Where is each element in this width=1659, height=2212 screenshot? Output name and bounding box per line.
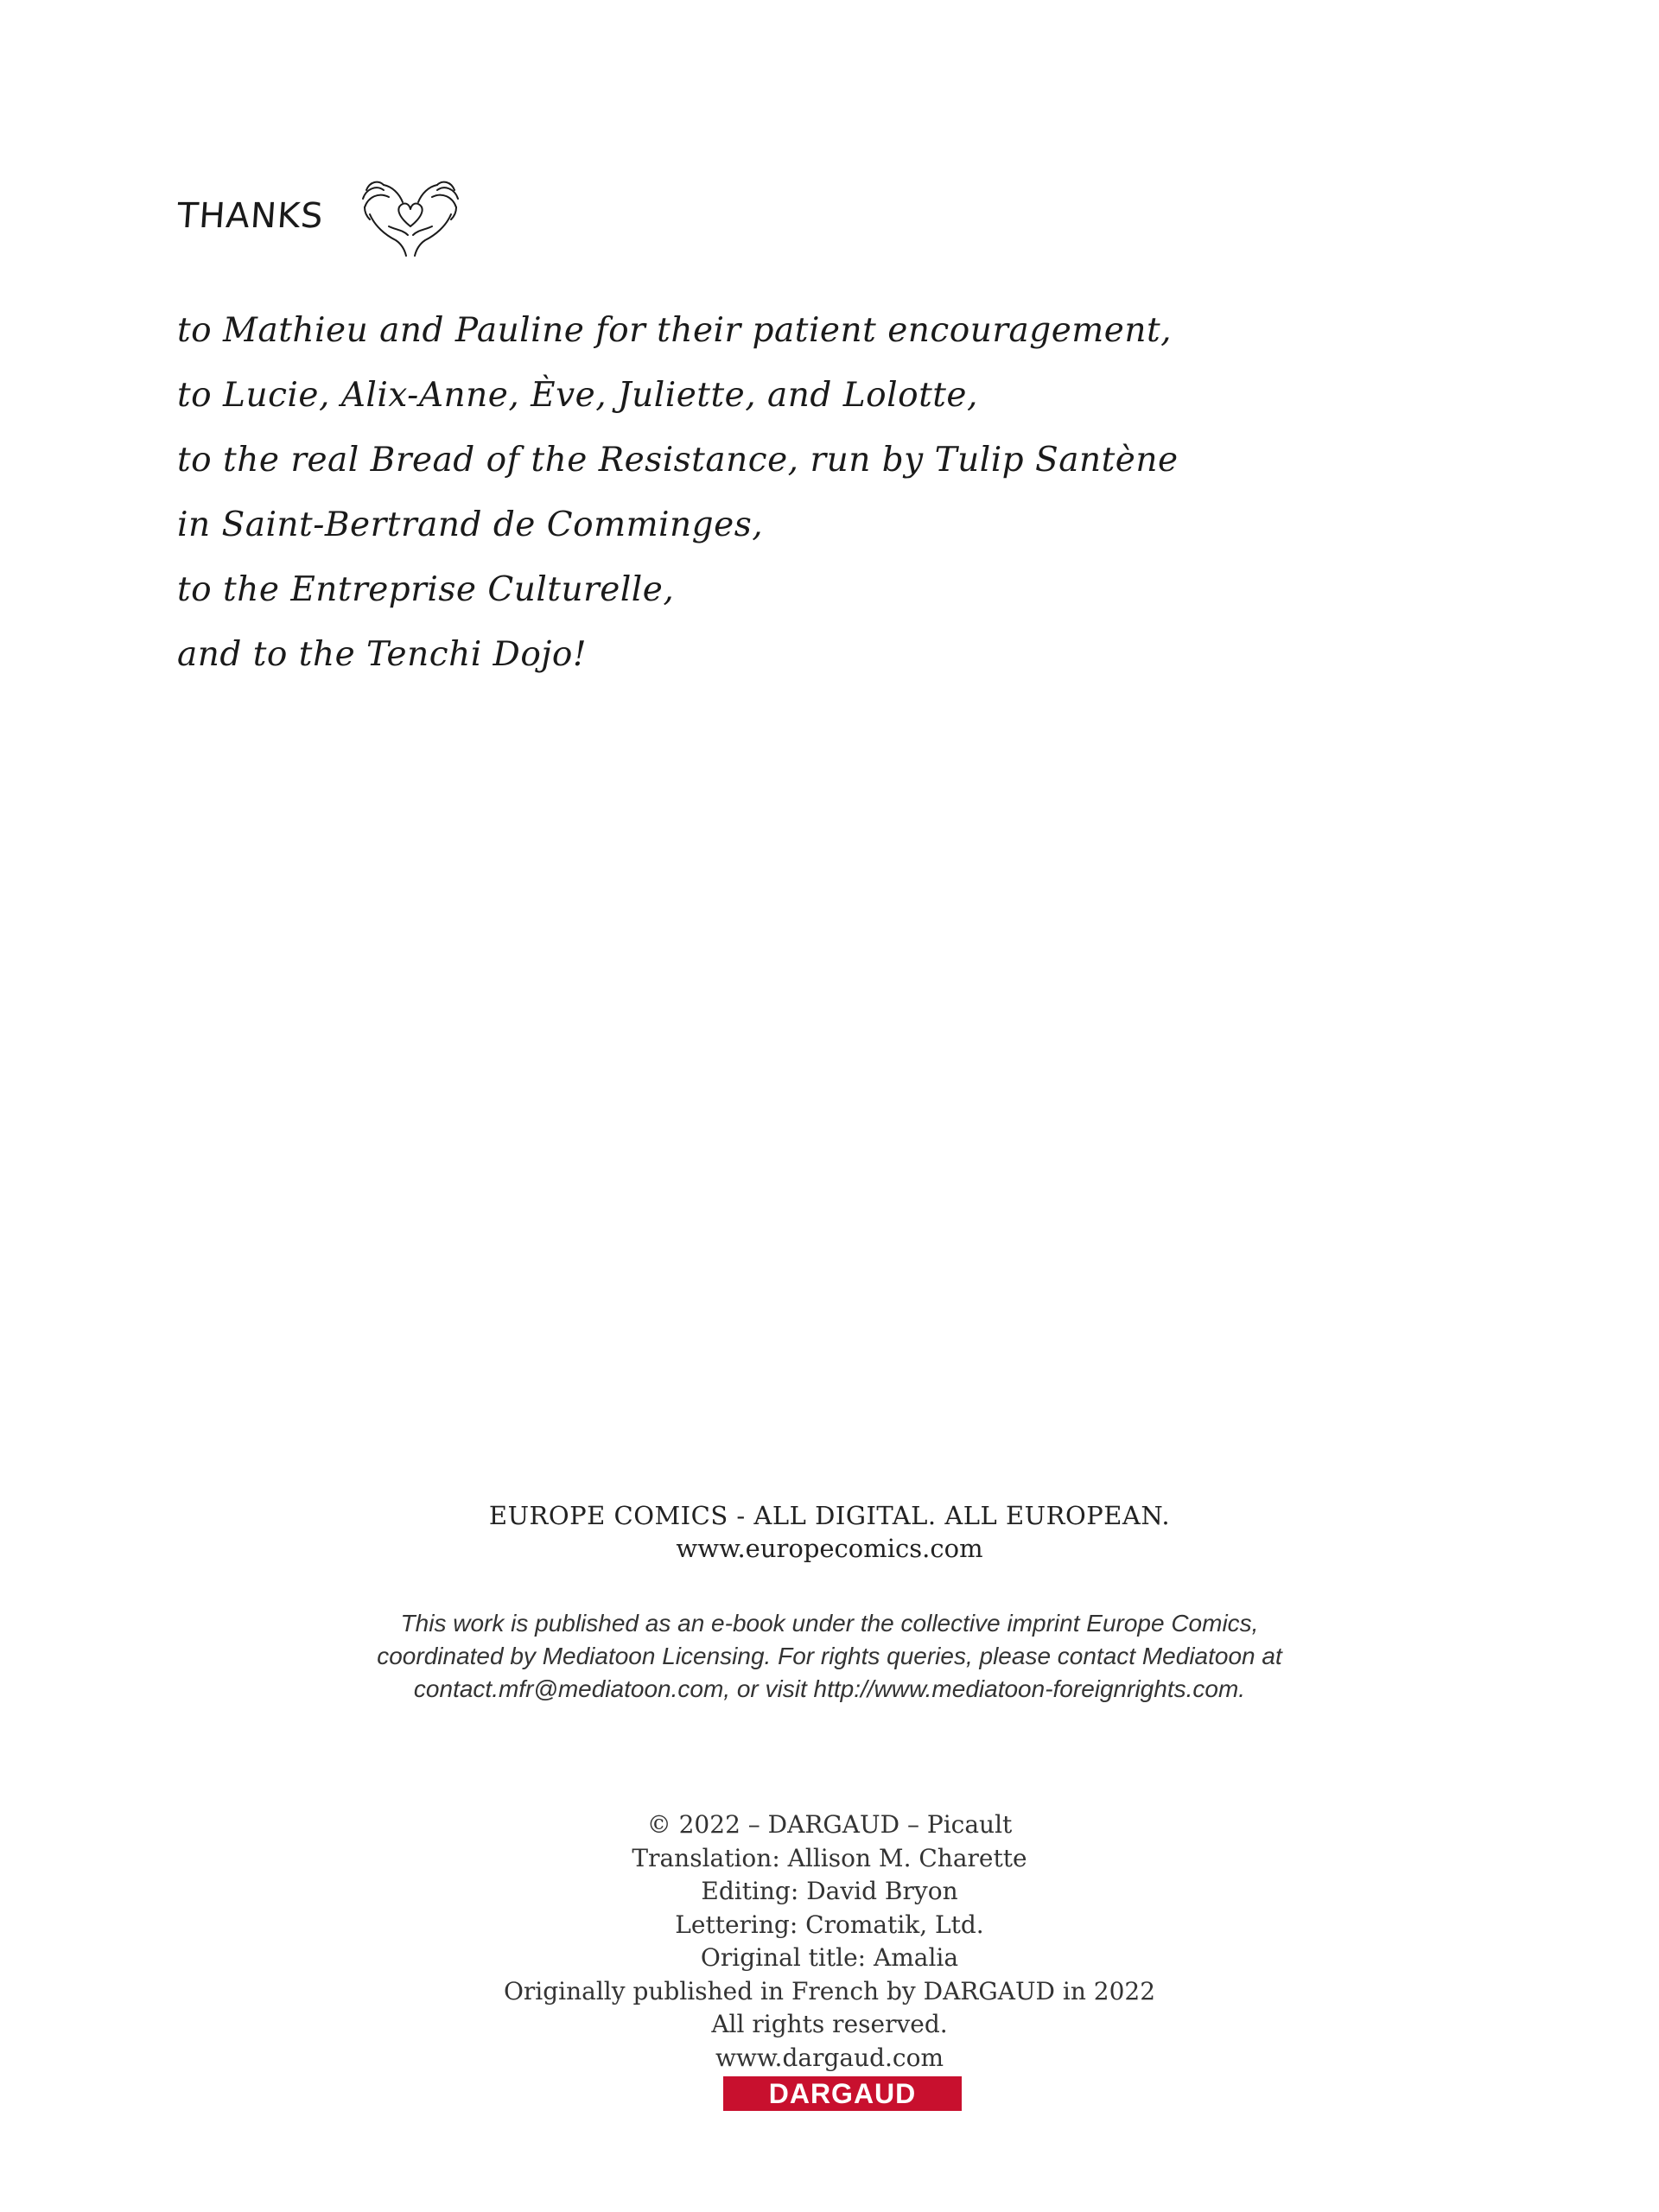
dargaud-logo [723, 2076, 962, 2111]
thanks-line: to Mathieu and Pauline for their patient encouragement, [177, 311, 1173, 350]
publication-note-line: contact.mfr@mediatoon.com, or visit http://www.mediatoon-foreignrights.com. [413, 1675, 1246, 1702]
hands-heart-icon [354, 173, 467, 259]
publication-note-line: This work is published as an e-book under the collective imprint Europe Comics, [400, 1610, 1259, 1637]
original-title: Original title: Amalia [700, 1943, 959, 1972]
original-publication: Originally published in French by DARGAUD in 2022 [503, 1976, 1156, 2005]
dargaud-logo-text: DARGAUD [768, 2077, 917, 2109]
thanks-line: and to the Tenchi Dojo! [177, 635, 588, 674]
thanks-line: to Lucie, Alix-Anne, Ève, Juliette, and Lolotte, [177, 376, 978, 415]
thanks-section [177, 168, 1473, 687]
imprint-url[interactable]: www.europecomics.com [676, 1534, 983, 1563]
publication-note [0, 1607, 1659, 1706]
thanks-header [177, 168, 1473, 264]
thanks-line: in Saint-Bertrand de Comminges, [177, 505, 764, 544]
imprint-block [0, 1499, 1659, 1565]
copyright-line: © 2022 – DARGAUD – Picault [646, 1810, 1013, 1839]
translation-credit: Translation: Allison M. Charette [632, 1843, 1027, 1872]
imprint-title: EUROPE COMICS - ALL DIGITAL. ALL EUROPEAN. [488, 1501, 1171, 1530]
lettering-credit: Lettering: Cromatik, Ltd. [675, 1910, 984, 1939]
publisher-url[interactable]: www.dargaud.com [715, 2043, 944, 2072]
thanks-line: to the Entreprise Culturelle, [177, 570, 675, 609]
thanks-line: to the real Bread of the Resistance, run by Tulip Santène [177, 441, 1179, 480]
thanks-list [177, 298, 1473, 687]
rights-reserved: All rights reserved. [711, 2010, 948, 2038]
thanks-title: THANKS [175, 196, 326, 236]
copyright-block [0, 1808, 1659, 2075]
publication-note-line: coordinated by Mediatoon Licensing. For rights queries, please contact Mediatoon at [377, 1643, 1282, 1669]
editing-credit: Editing: David Bryon [701, 1877, 958, 1905]
